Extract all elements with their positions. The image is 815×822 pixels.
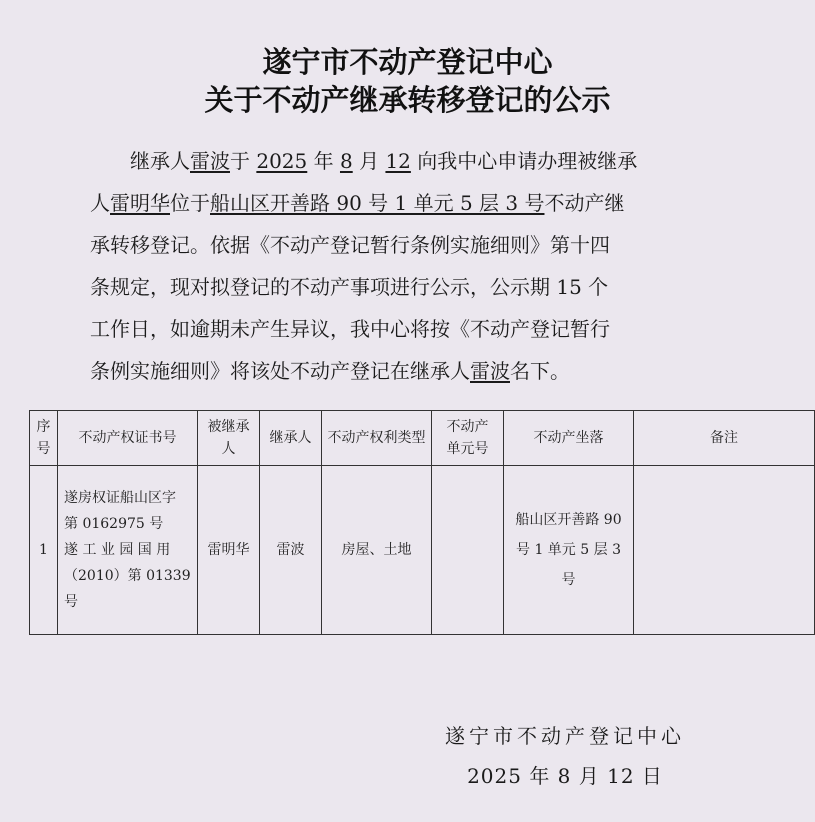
cert-line: 遂房权证船山区字 — [64, 490, 176, 506]
header-right-type: 不动产权利类型 — [322, 411, 432, 466]
text-segment: 年 — [307, 149, 340, 173]
apply-year: 2025 — [256, 149, 308, 173]
paragraph-line-6 — [90, 350, 710, 392]
text-segment: 月 — [352, 149, 386, 173]
paragraph-line-4: 条规定，现对拟登记的不动产事项进行公示，公示期 15 个 — [90, 275, 609, 299]
registration-table — [29, 410, 815, 635]
cell-seq: 1 — [30, 466, 58, 635]
cell-cert — [58, 466, 198, 635]
text-segment: 人 — [90, 191, 110, 215]
cell-location — [504, 466, 634, 635]
cert-line: （2010）第 01339 号 — [64, 568, 191, 610]
apply-day: 12 — [385, 149, 411, 173]
apply-month: 8 — [339, 149, 353, 173]
header-remark: 备注 — [634, 411, 815, 466]
cell-remark — [634, 466, 815, 635]
heir-name-2: 雷波 — [470, 359, 510, 383]
header-heir: 继承人 — [260, 411, 322, 466]
text-segment: 向我中心申请办理被继承 — [410, 149, 638, 173]
paragraph-line-3: 承转移登记。依据《不动产登记暂行条例实施细则》第十四 — [90, 233, 610, 257]
table-header-row — [30, 411, 815, 466]
location-line: 船山区开善路 90 — [515, 512, 622, 528]
heir-name: 雷波 — [190, 149, 230, 173]
header-cert: 不动产权证书号 — [58, 411, 198, 466]
signature-date: 2025 年 8 月 12 日 — [467, 764, 663, 788]
signature-org: 遂宁市不动产登记中心 — [445, 724, 685, 748]
cell-unit-no — [432, 466, 504, 635]
header-seq: 序号 — [30, 411, 58, 466]
cert-line: 遂 工 业 园 国 用 — [64, 542, 171, 558]
text-segment: 位于 — [170, 191, 210, 215]
cell-right-type: 房屋、土地 — [322, 466, 432, 635]
cell-heir: 雷波 — [260, 466, 322, 635]
header-decedent: 被继承人 — [198, 411, 260, 466]
table-row — [30, 466, 815, 635]
paragraph-line-1 — [90, 140, 710, 182]
decedent-name: 雷明华 — [110, 191, 170, 215]
text-segment: 条例实施细则》将该处不动产登记在继承人 — [90, 359, 470, 383]
header-unit-no: 不动产单元号 — [432, 411, 504, 466]
header-location: 不动产坐落 — [504, 411, 634, 466]
cert-line: 第 0162975 号 — [64, 516, 164, 532]
location-line: 号 1 单元 5 层 3 号 — [516, 542, 621, 588]
text-segment: 继承人 — [130, 149, 190, 173]
text-segment: 于 — [230, 149, 257, 173]
paragraph-line-2 — [90, 182, 710, 224]
cell-decedent: 雷明华 — [198, 466, 260, 635]
notice-paragraph — [90, 140, 710, 392]
text-segment: 名下。 — [510, 359, 570, 383]
notice-title-line1: 遂宁市不动产登记中心 — [262, 45, 553, 79]
paragraph-line-5: 工作日，如逾期未产生异议，我中心将按《不动产登记暂行 — [90, 317, 610, 341]
property-address: 船山区开善路 90 号 1 单元 5 层 3 号 — [210, 191, 545, 215]
text-segment: 不动产继 — [544, 191, 625, 215]
notice-title-line2: 关于不动产继承转移登记的公示 — [204, 83, 611, 117]
